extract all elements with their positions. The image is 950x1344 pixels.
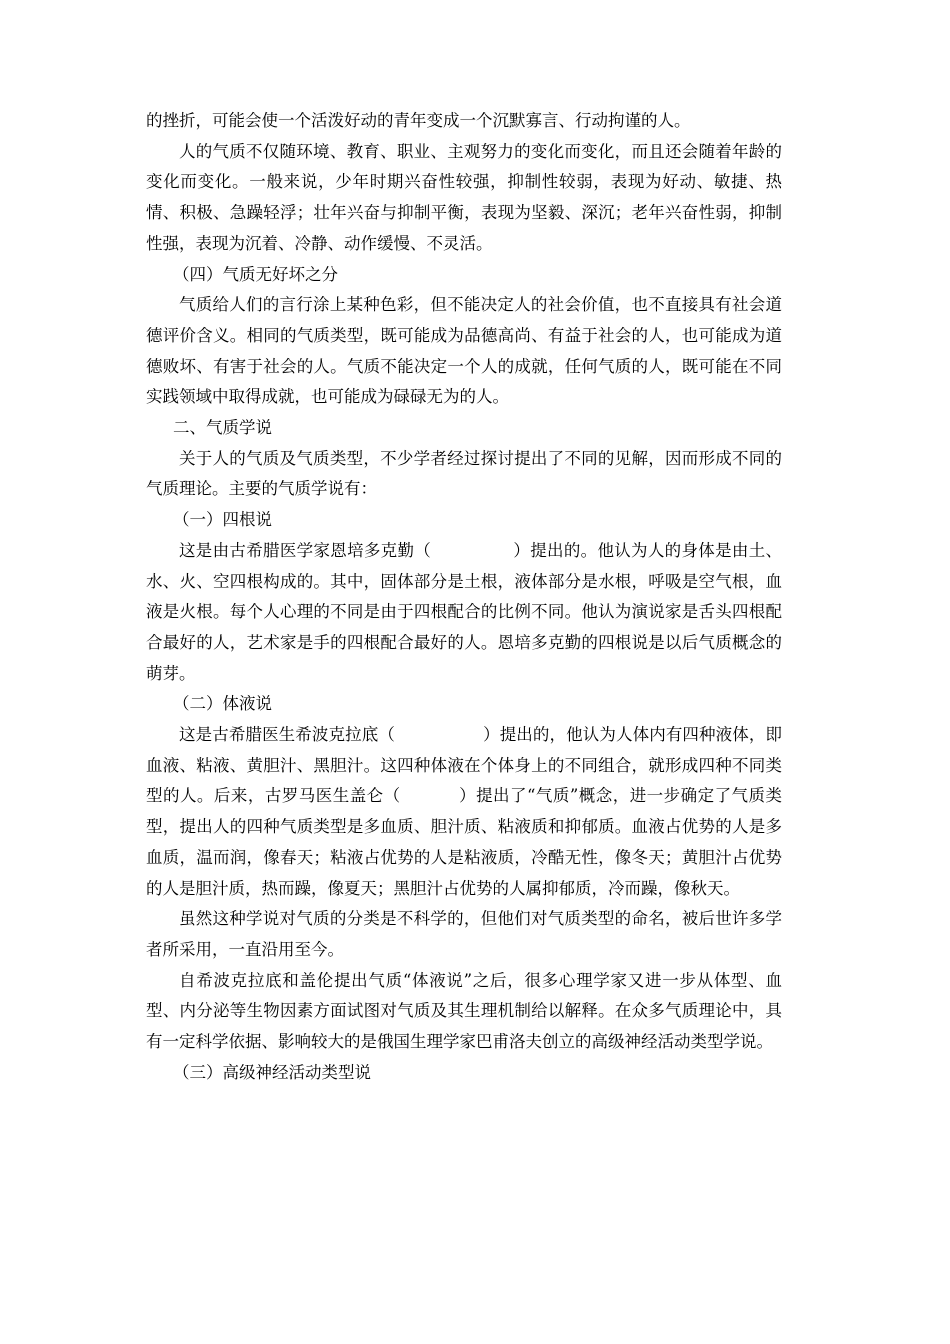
paragraph-continuation: 的挫折，可能会使一个活泼好动的青年变成一个沉默寡言、行动拘谨的人。 [146, 111, 691, 130]
four-roots-part-a: 这是由古希腊医学家恩培多克勤（ [179, 540, 432, 560]
heading-humor-theory: （二）体液说 [173, 694, 272, 714]
humor-part-b: ）提出的，他认为人体内有四种液体，即血液、粘液、黄胆汁、黑胆汁。这四种体液在个体身上的不同组合，就形成四种不同类型的人。后来，古罗马医生盖仑（ [146, 725, 783, 806]
humor-part-c: ）提出了“气质”概念，进一步确定了气质类型，提出人的四种气质类型是多血质、胆汁质、粘液质和抑郁质。血液占优势的人是多血质，温而润，像春天；粘液占优势的人是粘液质，冷酷无性，像冬天；黄胆汁占优势的人是胆汁质，热而躁，像夏天；黑胆汁占优势的人属抑郁质，冷而躁，像秋天。 [146, 786, 782, 898]
paragraph-theories-intro: 关于人的气质及气质类型，不少学者经过探讨提出了不同的见解，因而形成不同的气质理论。主要的气质学说有： [146, 448, 782, 499]
paragraph-humor-theory [146, 720, 782, 904]
heading-higher-nervous-activity: （三）高级神经活动类型说 [173, 1062, 371, 1082]
document-page [146, 106, 782, 1089]
paragraph-classification-note: 虽然这种学说对气质的分类是不科学的，但他们对气质类型的命名，被后世许多学者所采用，一直沿用至今。 [146, 909, 782, 959]
four-roots-part-b: ）提出的。他认为人的身体是由土、水、火、空四根构成的。其中，固体部分是土根，液体部分是水根，呼吸是空气根，血液是火根。每个人心理的不同是由于四根配合的比例不同。他认为演说家是舌头四根配合最好的人，艺术家是手的四根配合最好的人。恩培多克勤的四根说是以后气质概念的萌芽。 [146, 540, 783, 683]
humor-part-a: 这是古希腊医生希波克拉底（ [179, 725, 395, 745]
paragraph-age-change: 人的气质不仅随环境、教育、职业、主观努力的变化而变化，而且还会随着年龄的变化而变化。一般来说，少年时期兴奋性较强，抑制性较弱，表现为好动、敏捷、热情、积极、急躁轻浮；壮年兴奋与抑制平衡，表现为坚毅、深沉；老年兴奋性弱，抑制性强，表现为沉着、冷静、动作缓慢、不灵活。 [146, 141, 782, 253]
heading-four-roots: （一）四根说 [173, 510, 272, 530]
heading-temperament-theories: 二、气质学说 [173, 418, 272, 438]
heading-no-good-bad: （四）气质无好坏之分 [173, 264, 338, 284]
paragraph-temperament-value: 气质给人们的言行涂上某种色彩，但不能决定人的社会价值，也不直接具有社会道德评价含义。相同的气质类型，既可能成为品德高尚、有益于社会的人，也可能成为道德败坏、有害于社会的人。气质不能决定一个人的成就，任何气质的人，既可能在不同实践领域中取得成就，也可能成为碌碌无为的人。 [146, 295, 782, 407]
paragraph-four-roots [146, 536, 782, 690]
paragraph-later-theories: 自希波克拉底和盖伦提出气质“体液说”之后，很多心理学家又进一步从体型、血型、内分泌等生物因素方面试图对气质及其生理机制给以解释。在众多气质理论中，具有一定科学依据、影响较大的是俄国生理学家巴甫洛夫创立的高级神经活动类型学说。 [146, 970, 782, 1052]
